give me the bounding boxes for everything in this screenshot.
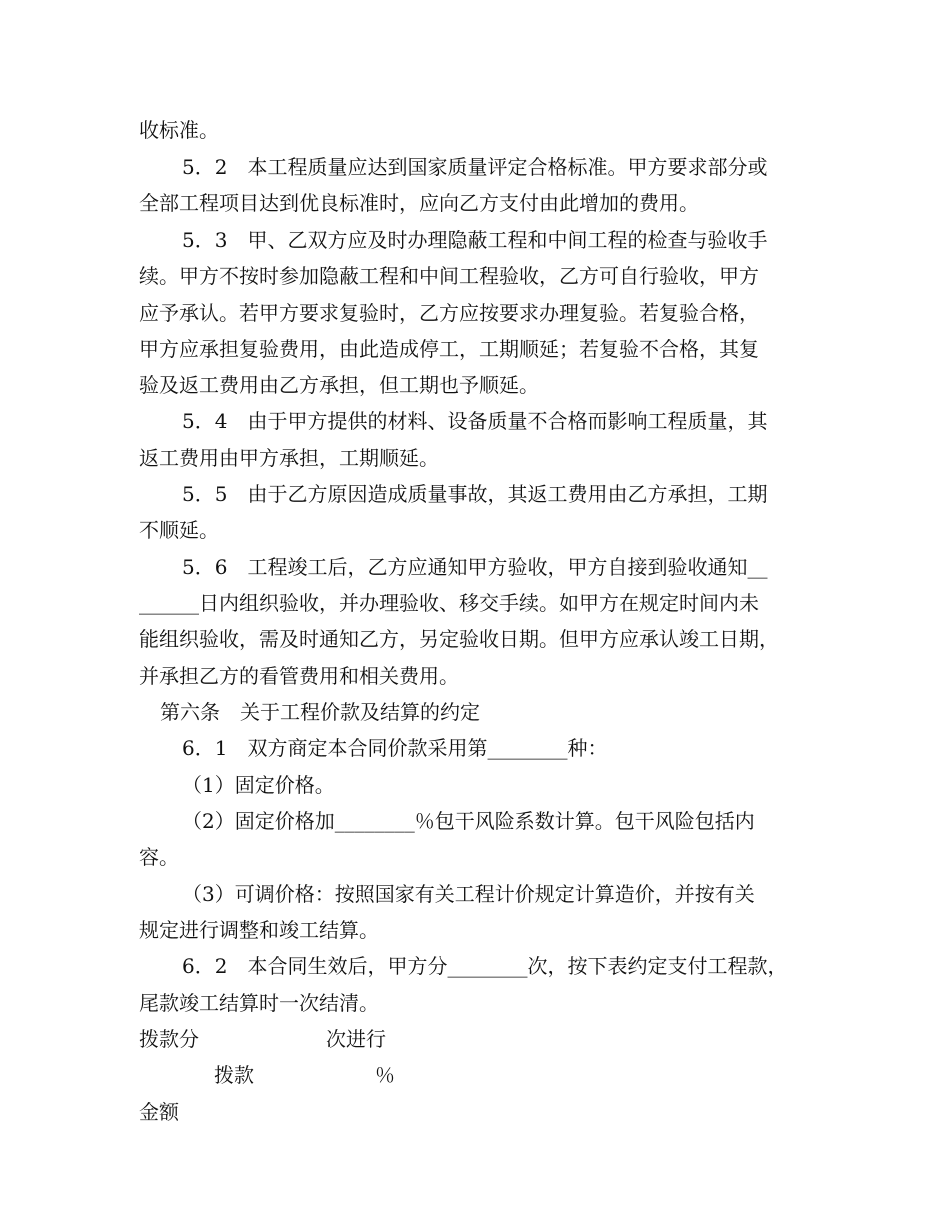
text-line: 收标准。 — [139, 118, 219, 142]
text-line: 容。 — [139, 845, 179, 869]
text-line: 5．6 工程竣工后，乙方应通知甲方验收，甲方自接到验收通知__ — [182, 555, 768, 579]
text-line: 6．2 本合同生效后，甲方分________次，按下表约定支付工程款， — [182, 954, 788, 978]
table-cell-percent-label: ％ — [375, 1063, 395, 1087]
text-line: 规定进行调整和竣工结算。 — [139, 918, 379, 942]
text-line: 不顺延。 — [139, 518, 219, 542]
table-cell-installments-label: 拨款分 — [139, 1027, 199, 1051]
text-line: 全部工程项目达到优良标准时，应向乙方支付由此增加的费用。 — [139, 191, 699, 215]
text-line: 5．4 由于甲方提供的材料、设备质量不合格而影响工程质量，其 — [182, 409, 768, 433]
table-cell-amount-label: 金额 — [139, 1100, 179, 1124]
table-cell-times-label: 次进行 — [326, 1027, 386, 1051]
section-heading: 第六条 关于工程价款及结算的约定 — [160, 700, 480, 724]
text-line: （3）可调价格：按照国家有关工程计价规定计算造价，并按有关 — [182, 882, 755, 906]
text-line: 5．5 由于乙方原因造成质量事故，其返工费用由乙方承担，工期 — [182, 482, 768, 506]
text-line: 验及返工费用由乙方承担，但工期也予顺延。 — [139, 373, 539, 397]
text-line: （2）固定价格加________％包干风险系数计算。包干风险包括内 — [182, 809, 755, 833]
text-line: 5．3 甲、乙双方应及时办理隐蔽工程和中间工程的检查与验收手 — [182, 228, 768, 252]
text-line: 应予承认。若甲方要求复验时，乙方应按要求办理复验。若复验合格， — [139, 301, 759, 325]
text-line: 并承担乙方的看管费用和相关费用。 — [139, 664, 459, 688]
text-line: 返工费用由甲方承担，工期顺延。 — [139, 446, 439, 470]
text-line: ______日内组织验收，并办理验收、移交手续。如甲方在规定时间内未 — [139, 591, 759, 615]
text-line: 能组织验收，需及时通知乙方，另定验收日期。但甲方应承认竣工日期， — [139, 627, 779, 651]
text-line: 续。甲方不按时参加隐蔽工程和中间工程验收，乙方可自行验收，甲方 — [139, 264, 759, 288]
text-line: 5．2 本工程质量应达到国家质量评定合格标准。甲方要求部分或 — [182, 155, 768, 179]
text-line: 尾款竣工结算时一次结清。 — [139, 991, 379, 1015]
table-cell-payment-label: 拨款 — [214, 1063, 254, 1087]
text-line: 甲方应承担复验费用，由此造成停工，工期顺延；若复验不合格，其复 — [139, 337, 759, 361]
text-line: （1）固定价格。 — [182, 773, 335, 797]
text-line: 6．1 双方商定本合同价款采用第________种： — [182, 736, 608, 760]
